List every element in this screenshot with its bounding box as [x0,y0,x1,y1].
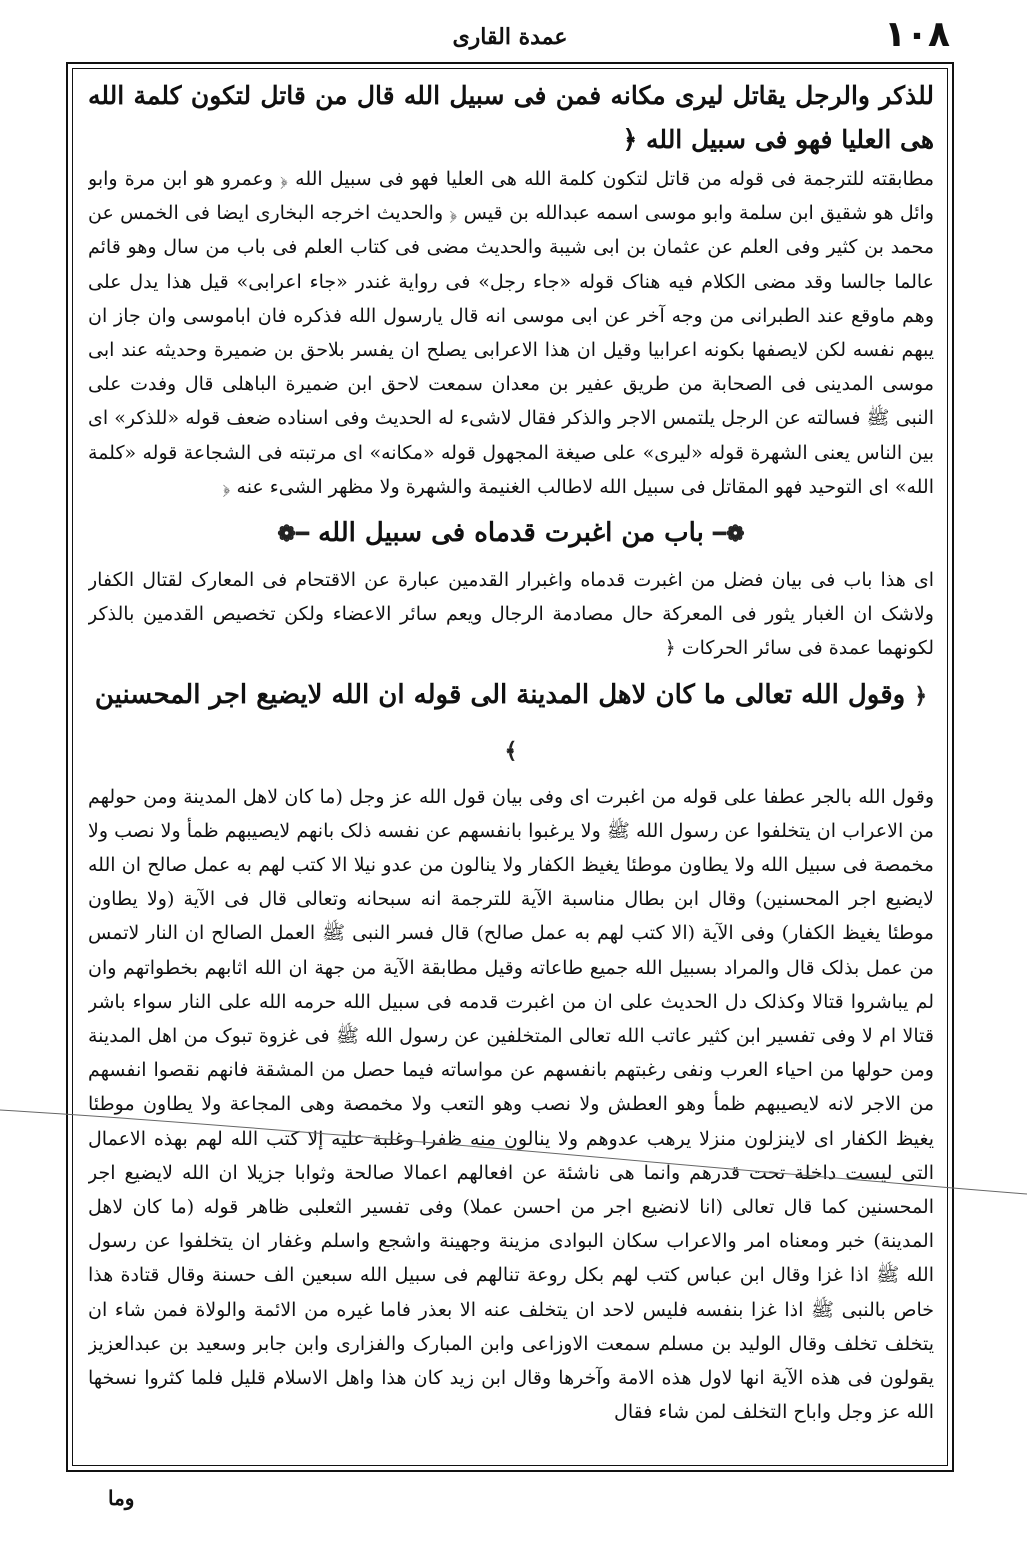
verse-heading [88,668,934,778]
ornament-right-icon: ❁━ [712,521,745,548]
ornament-left-icon: ━❁ [277,521,310,548]
verse-heading-text: وقول الله تعالی ما کان لاهل المدینة الی قوله ان الله لایضیع اجر المحسنین [94,679,906,710]
text-frame [66,62,954,1472]
bracket-open-icon: ﴿ [914,682,928,709]
commentary-paragraph-2: ای هذا باب فی بیان فضل من اغبرت قدماه واغبرار القدمین عبارة عن الاقتحام فی المعارک لقتال الکفار ولاشک ان الغبار یثور فی المعرکة حال مصادمة الرجال ویعم سائر الاعضاء ولکن تخصیص القدمین بالذکر لکونهما عمدة فی سائر الحرکات ﴿ [88,569,934,660]
running-title: عمدة القاری [452,24,568,50]
chapter-heading [88,506,934,561]
commentary-paragraph-3: وقول الله بالجر عطفا علی قوله من اغبرت ای وفی بیان قول الله عز وجل (ما کان لاهل المدینة ومن حولهم من الاعراب ان یتخلفوا عن رسول الله ﷺ ولا یرغبوا بانفسهم عن نفسه ذلک بانهم لایصیبهم ظمأ ولا نصب ولا مخمصة فی سبیل الله ولا یطاون موطئا یغیظ الکفار ولا ینالون من عدو نیلا الا کتب لهم به عمل صالح ان الله لایضیع اجر المحسنین) وقال ابن بطال مناسبة الآیة للترجمة انه سبحانه وتعالی قال فی الآیة (ولا یطاون موطئا یغیظ الکفار) وفی الآیة (الا کتب لهم به عمل صالح) قال فسر النبی ﷺ العمل الصالح ان النار لاتمس من عمل بذلک قال والمراد بسبیل الله جمیع طاعاته وقیل مطابقة الآیة من جهة ان الله اثابهم بخطواتهم وان لم یباشروا قتالا وکذلک دل الحدیث علی ان من اغبرت قدمه فی سبیل الله حرمه الله علی النار سواء باشر قتالا ام لا وفی تفسیر ابن کثیر عاتب الله تعالی المتخلفین عن رسول الله ﷺ فی غزوة تبوک من اهل المدینة ومن حولها من احیاء العرب ونفی رغبتهم بانفسهم عن مواساته فیما حصل من المشقة فانهم نقصوا انفسهم من الاجر لانه لایصیبهم ظمأ وهو العطش ولا نصب وهو التعب ولا مخمصة وهی المجاعة ولا یطاون موطئا یغیظ الکفار ای لاینزلون منزلا یرهب عدوهم ولا ینالون منه ظفرا وغلبة علیه إلا کتب الله لهم بهذه الاعمال التی لیست داخلة تحت قدرهم وانما هی ناشئة عن افعالهم اعمالا صالحة وثوابا جزیلا ان الله لایضیع اجر المحسنین کما قال تعالی (انا لانضیع اجر من احسن عملا) وفی تفسیر الثعلبی ظاهر قوله (ما کان لاهل المدینة) خبر ومعناه امر والاعراب سکان البوادی مزینة وجهینة واشجع واسلم وغفار ان یتخلفوا عن رسول الله ﷺ اذا غزا وقال ابن عباس کتب لهم بکل روعة تنالهم فی سبیل الله سبعین الف حسنة وقال قتادة هذا خاص بالنبی ﷺ اذا غزا بنفسه فلیس لاحد ان یتخلف عنه الا بعذر فاما غیره من الائمة والولاة فمن شاء ان یتخلف تخلف وقال الولید بن مسلم سمعت الاوزاعی وابن المبارک والفزاری وابن جابر وسعید بن عبدالعزیز یقولون فی هذه الآیة انها لاول هذه الامة وآخرها وقال ابن زید کان هذا واهل الاسلام قلیل فلما کثروا نسخها الله عز وجل واباح التخلف لمن شاء فقال [88,785,934,1424]
commentary-paragraph-1: مطابقته للترجمة فی قوله من قاتل لتکون کلمة الله هی العلیا فهو فی سبیل الله ﴿ وعمرو هو ابن مرة وابو وائل هو شقیق ابن سلمة وابو موسی اسمه عبدالله بن قیس ﴿ والحدیث اخرجه البخاری ایضا فی الخمس عن محمد بن کثیر وفی العلم عن عثمان بن ابی شیبة والحدیث مضی فی کتاب العلم فی باب من سال وهو قائم عالما جالسا وقد مضی الکلام فیه هناک قوله «جاء رجل» فی روایة غندر «جاء اعرابی» قیل هذا یدل علی وهم ماوقع عند الطبرانی من وجه آخر عن ابی موسی انه قال یارسول الله فذکره فان اباموسی وان جاز ان یبهم نفسه لکن لایصفها بکونه اعرابیا وقیل ان هذا الاعرابی یصلح ان یفسر بلاحق بن ضمیرة وحدیثه عند ابی موسی المدینی فی الصحابة من طریق عفیر بن معدان سمعت لاحق ابن ضمیرة الباهلی قال وفدت علی النبی ﷺ فسالته عن الرجل یلتمس الاجر والذکر فقال لاشیء له الحدیث وفی اسناده ضعف قوله «للذکر» ای بین الناس یعنی الشهرة قوله «لیری» علی صیغة المجهول قوله «مکانه» ای مرتبته فی الشجاعة قوله «کلمة الله» ای التوحید فهو المقاتل فی سبیل الله لاطالب الغنیمة والشهرة ولا مظهر الشیء عنه ﴿ [88,168,934,498]
page-header [70,14,950,62]
page-number: ١٠٨ [884,14,950,55]
chapter-heading-text: باب من اغبرت قدماه فی سبیل الله [318,518,704,549]
bracket-close-icon: ﴾ [504,737,518,764]
page-body [88,74,934,1462]
hadith-text: للذکر والرجل یقاتل لیری مکانه فمن فی سبیل الله قال من قاتل لتکون کلمة الله هی العلیا فهو فی سبیل الله ﴿ [88,81,934,154]
catchword: وما [108,1486,135,1510]
